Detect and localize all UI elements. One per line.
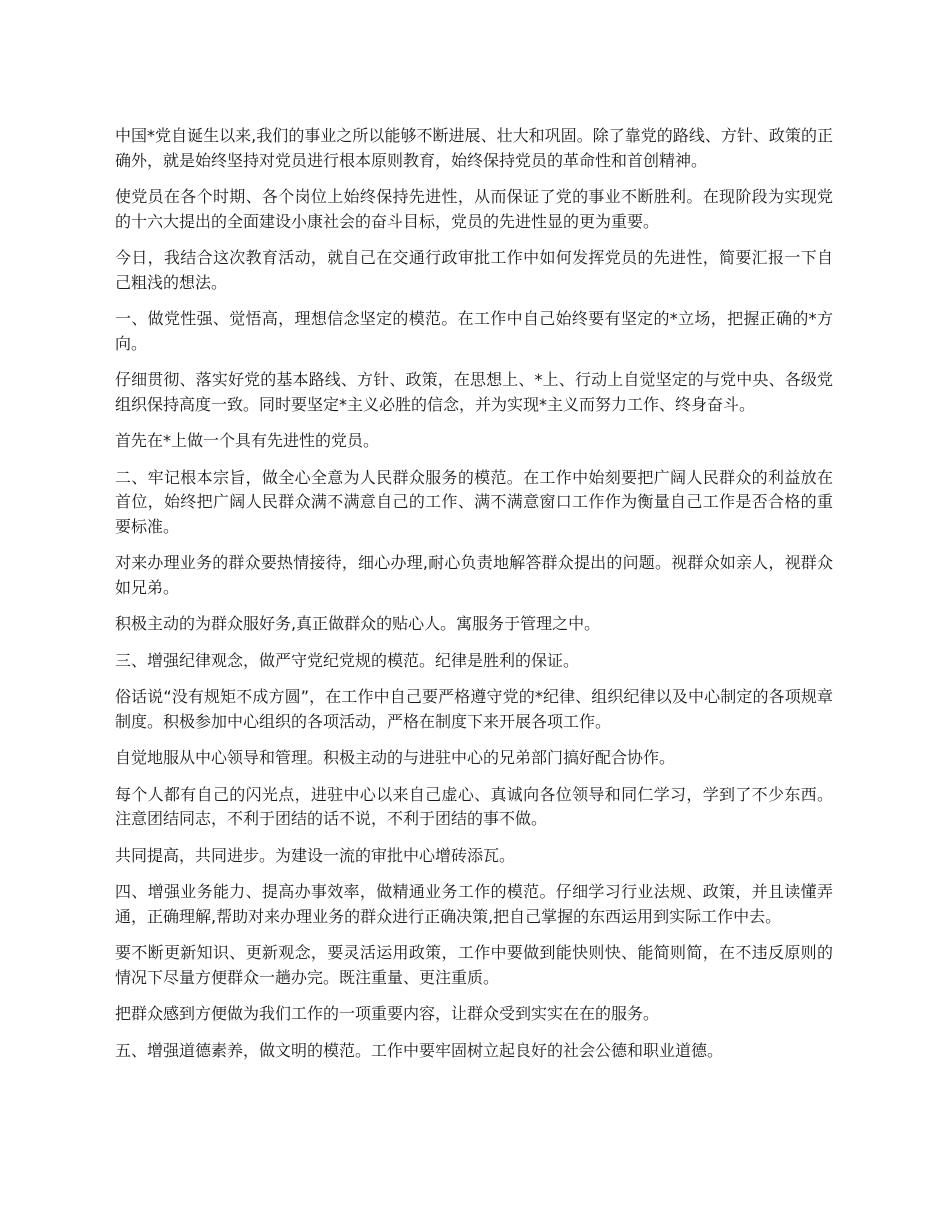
paragraph: 共同提高，共同进步。为建设一流的审批中心增砖添瓦。 bbox=[115, 845, 516, 865]
paragraph: 自觉地服从中心领导和管理。积极主动的与进驻中心的兄弟部门搞好配合协作。 bbox=[115, 748, 676, 767]
paragraph: 每个人都有自己的闪光点，进驻中心以来自己虚心、真诚向各位领导和同仁学习，学到了不少东西。注意团结同志，不利于团结的话不说，不利于团结的事不做。 bbox=[115, 784, 833, 828]
paragraph: 俗话说“没有规矩不成方圆”，在工作中自己要严格遵守党的*纪律、组织纪律以及中心制定的各项规章制度。积极参加中心组织的各项活动，严格在制度下来开展各项工作。 bbox=[115, 687, 833, 731]
paragraph: 五、增强道德素养，做文明的模范。工作中要牢固树立起良好的社会公德和职业道德。 bbox=[115, 1040, 724, 1060]
paragraph: 把群众感到方便做为我们工作的一项重要内容，让群众受到实实在在的服务。 bbox=[115, 1004, 660, 1023]
document-body bbox=[115, 124, 833, 1075]
paragraph: 三、增强纪律观念，做严守党纪党规的模范。纪律是胜利的保证。 bbox=[115, 650, 580, 670]
paragraph: 首先在*上做一个具有先进性的党员。 bbox=[115, 431, 380, 450]
paragraph: 二、牢记根本宗旨，做全心全意为人民群众服务的模范。在工作中始刻要把广阔人民群众的利益放在首位，始终把广阔人民群众满不满意自己的工作、满不满意窗口工作作为衡量自己工作是否合格的重要标准。 bbox=[115, 467, 833, 536]
paragraph: 四、增强业务能力、提高办事效率，做精通业务工作的模范。仔细学习行业法规、政策，并且读懂弄通，正确理解,帮助对来办理业务的群众进行正确决策,把自己掌握的东西运用到实际工作中去。 bbox=[115, 882, 833, 926]
paragraph: 一、做党性强、觉悟高，理想信念坚定的模范。在工作中自己始终要有坚定的*立场，把握正确的*方向。 bbox=[115, 309, 833, 353]
paragraph: 今日，我结合这次教育活动，就自己在交通行政审批工作中如何发挥党员的先进性，简要汇报一下自己粗浅的想法。 bbox=[115, 248, 833, 292]
paragraph: 仔细贯彻、落实好党的基本路线、方针、政策，在思想上、*上、行动上自觉坚定的与党中央、各级党组织保持高度一致。同时要坚定*主义必胜的信念，并为实现*主义而努力工作、终身奋斗。 bbox=[115, 370, 833, 414]
paragraph: 使党员在各个时期、各个岗位上始终保持先进性，从而保证了党的事业不断胜利。在现阶段为实现党的十六大提出的全面建设小康社会的奋斗目标，党员的先进性显的更为重要。 bbox=[115, 187, 833, 231]
paragraph: 要不断更新知识、更新观念，要灵活运用政策，工作中要做到能快则快、能简则简，在不违反原则的情况下尽量方便群众一趟办完。既注重量、更注重质。 bbox=[115, 943, 833, 987]
paragraph: 对来办理业务的群众要热情接待，细心办理,耐心负责地解答群众提出的问题。视群众如亲人，视群众如兄弟。 bbox=[115, 553, 833, 597]
paragraph: 积极主动的为群众服好务,真正做群众的贴心人。寓服务于管理之中。 bbox=[115, 614, 601, 633]
paragraph: 中国*党自诞生以来,我们的事业之所以能够不断进展、壮大和巩固。除了靠党的路线、方针、政策的正确外，就是始终坚持对党员进行根本原则教育，始终保持党员的革命性和首创精神。 bbox=[115, 126, 833, 170]
